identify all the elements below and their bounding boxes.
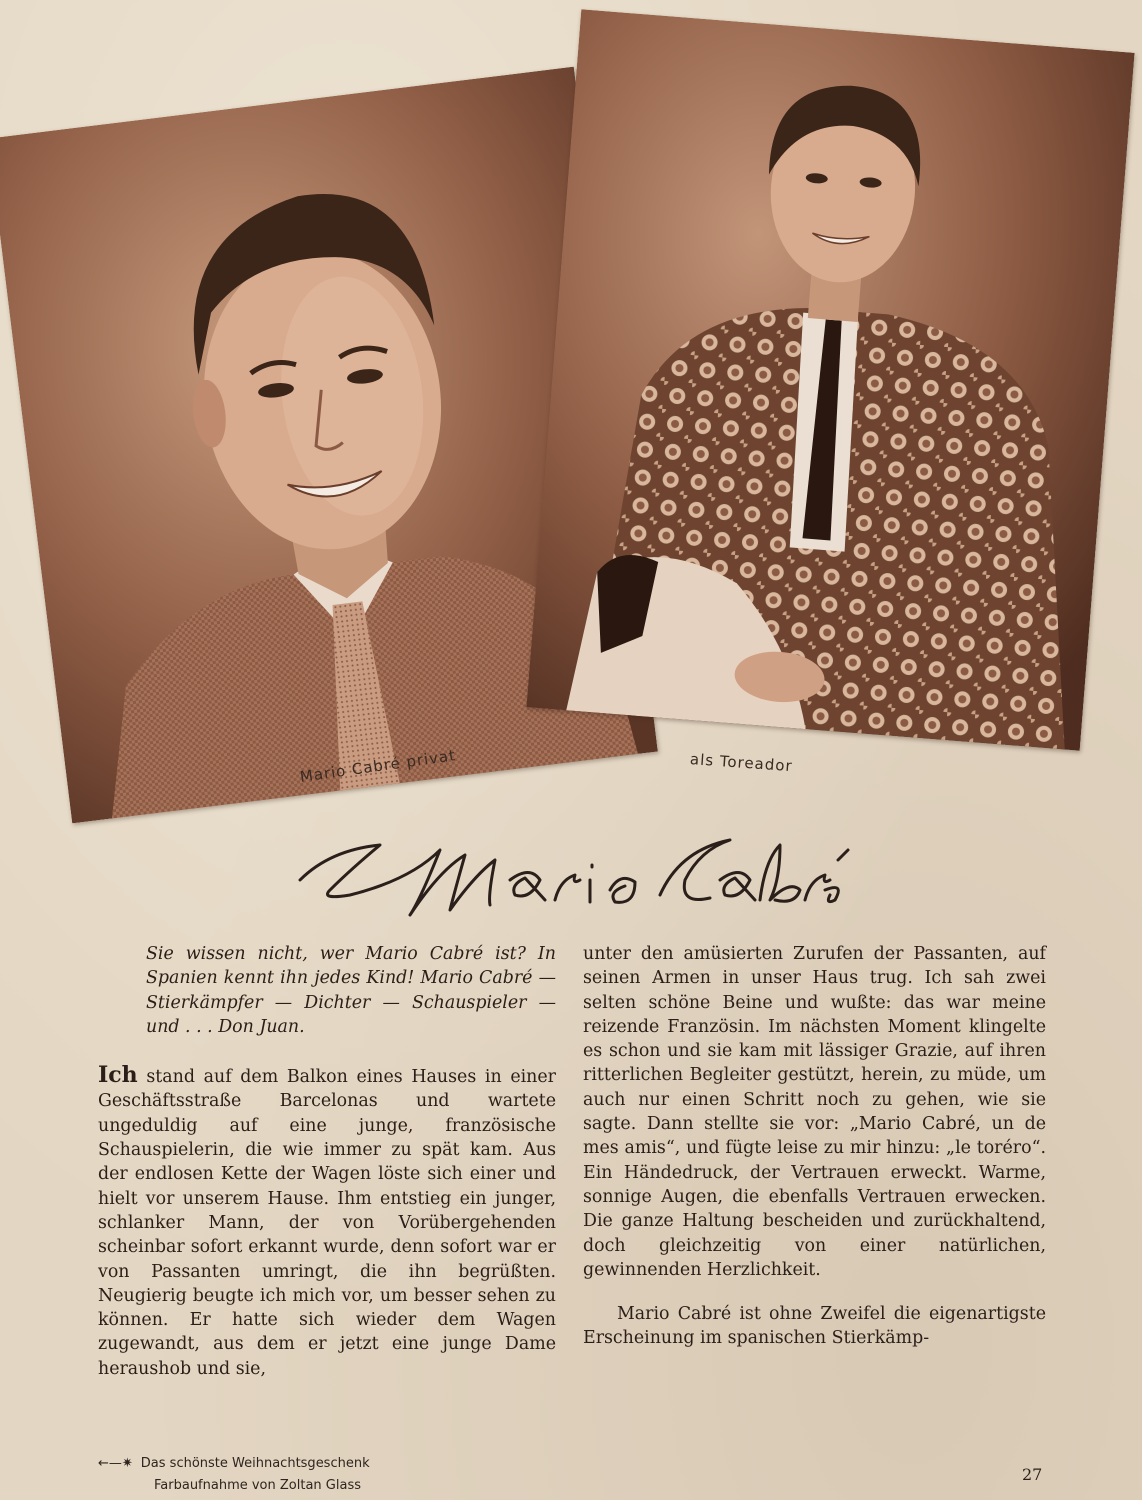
arrow-left-icon: ←—✷ [98, 1456, 133, 1471]
signature-title [290, 810, 850, 930]
article-column-right [583, 942, 1046, 1351]
article-paragraph-1-continued: unter den amüsierten Zurufen der Passanten, auf seinen Armen in unser Haus trug. Ich sah zwei selten schöne Beine und wußte: das war meine reizende Französin. Im nächsten Moment klingelte es schon und sie kam mit lässiger Grazie, auf ihren ritterlichen Begleiter gestützt, herein, zu müde, um auch nur einen Schritt noch zu gehen, wie sie sagte. Dann stellte sie vor: „Mario Cabré, un de mes amis“, und fügte leise zu mir hinzu: „le toréro“. Ein Händedruck, der Vertrauen erweckt. Warme, sonnige Augen, die ebenfalls Vertrauen erwecken. Die ganze Haltung bescheiden und zurückhaltend, doch gleichzeitig von einer natürlichen, gewinnenden Herzlichkeit. [583, 944, 1046, 1280]
toreador-image [526, 9, 1134, 750]
page-number: 27 [1022, 1465, 1043, 1484]
footnote-line-2: Farbaufnahme von Zoltan Glass [154, 1478, 361, 1493]
photo-toreador [526, 9, 1134, 750]
article-column-left [98, 942, 556, 1381]
photo-caption-private: Mario Cabré privat [298, 746, 457, 786]
footnote-line-1: Das schönste Weihnachtsgeschenk [140, 1456, 370, 1471]
photo-caption-toreador: als Toreador [689, 750, 794, 776]
article-paragraph-2: Mario Cabré ist ohne Zweifel die eigenartigste Erscheinung im spanischen Stierkämp- [583, 1304, 1046, 1349]
photo-credit-footnote [98, 1453, 370, 1497]
intro-text: Sie wissen nicht, wer Mario Cabré ist? In Spanien kennt ihn jedes Kind! Mario Cabré — Stierkämpfer — Dichter — Schauspieler — und . . . Don Juan. [146, 944, 556, 1037]
drop-cap: Ich [98, 1062, 138, 1089]
article-paragraph-1 [98, 1063, 556, 1381]
article-paragraph-1-text: stand auf dem Balkon eines Hauses in einer Geschäftsstraße Barcelonas und wartete ungeduldig auf eine junge, französische Schauspielerin, die wie immer zu spät kam. Aus der endlosen Kette der Wagen löste sich einer und hielt vor unserem Hause. Ihm entstieg ein junger, schlanker Mann, der von Vorübergehenden scheinbar sofort erkannt wurde, denn sofort war er von Passanten umringt, die ihn begrüßten. Neugierig beugte ich mich vor, um besser sehen zu können. Er hatte sich wieder dem Wagen zugewandt, aus dem er jetzt eine junge Dame heraushob und sie, [98, 1067, 556, 1379]
